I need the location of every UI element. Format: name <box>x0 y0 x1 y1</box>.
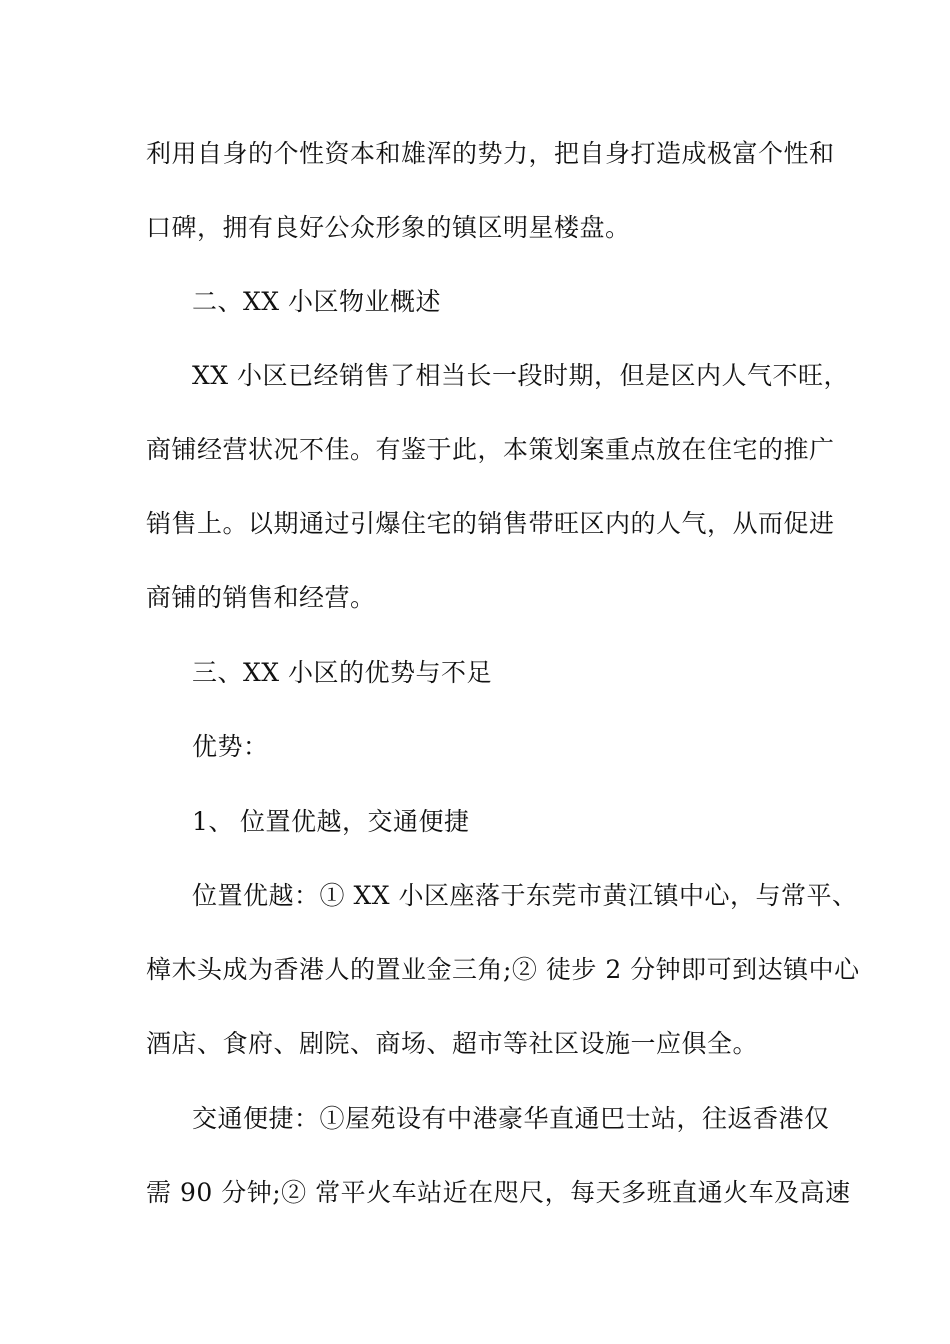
section-heading-3: 三、XX 小区的优势与不足 <box>192 658 493 687</box>
subheading-advantages: 优势： <box>192 732 269 761</box>
paragraph-line: 商铺经营状况不佳。有鉴于此，本策划案重点放在住宅的推广 <box>146 435 835 464</box>
list-number: 1、 <box>192 807 234 836</box>
paragraph-line: 交通便捷：①屋苑设有中港豪华直通巴士站，往返香港仅 <box>192 1104 830 1133</box>
paragraph-line: 利用自身的个性资本和雄浑的势力，把自身打造成极富个性和 <box>146 139 835 168</box>
paragraph-line: 商铺的销售和经营。 <box>146 583 376 612</box>
list-item-1 <box>0 805 950 839</box>
paragraph-line: 需 90 分钟;② 常平火车站近在咫尺，每天多班直通火车及高速 <box>146 1178 851 1207</box>
paragraph-line: XX 小区已经销售了相当长一段时期，但是区内人气不旺， <box>192 361 850 390</box>
paragraph-line: 樟木头成为香港人的置业金三角;② 徒步 2 分钟即可到达镇中心 <box>146 955 860 984</box>
section-heading-2: 二、XX 小区物业概述 <box>192 287 442 316</box>
paragraph-line: 位置优越：① XX 小区座落于东莞市黄江镇中心，与常平、 <box>192 881 858 910</box>
paragraph-line: 口碑，拥有良好公众形象的镇区明星楼盘。 <box>146 213 631 242</box>
list-item-text: 位置优越，交通便捷 <box>240 807 470 836</box>
paragraph-line: 销售上。以期通过引爆住宅的销售带旺区内的人气，从而促进 <box>146 509 835 538</box>
paragraph-line: 酒店、食府、剧院、商场、超市等社区设施一应俱全。 <box>146 1029 759 1058</box>
